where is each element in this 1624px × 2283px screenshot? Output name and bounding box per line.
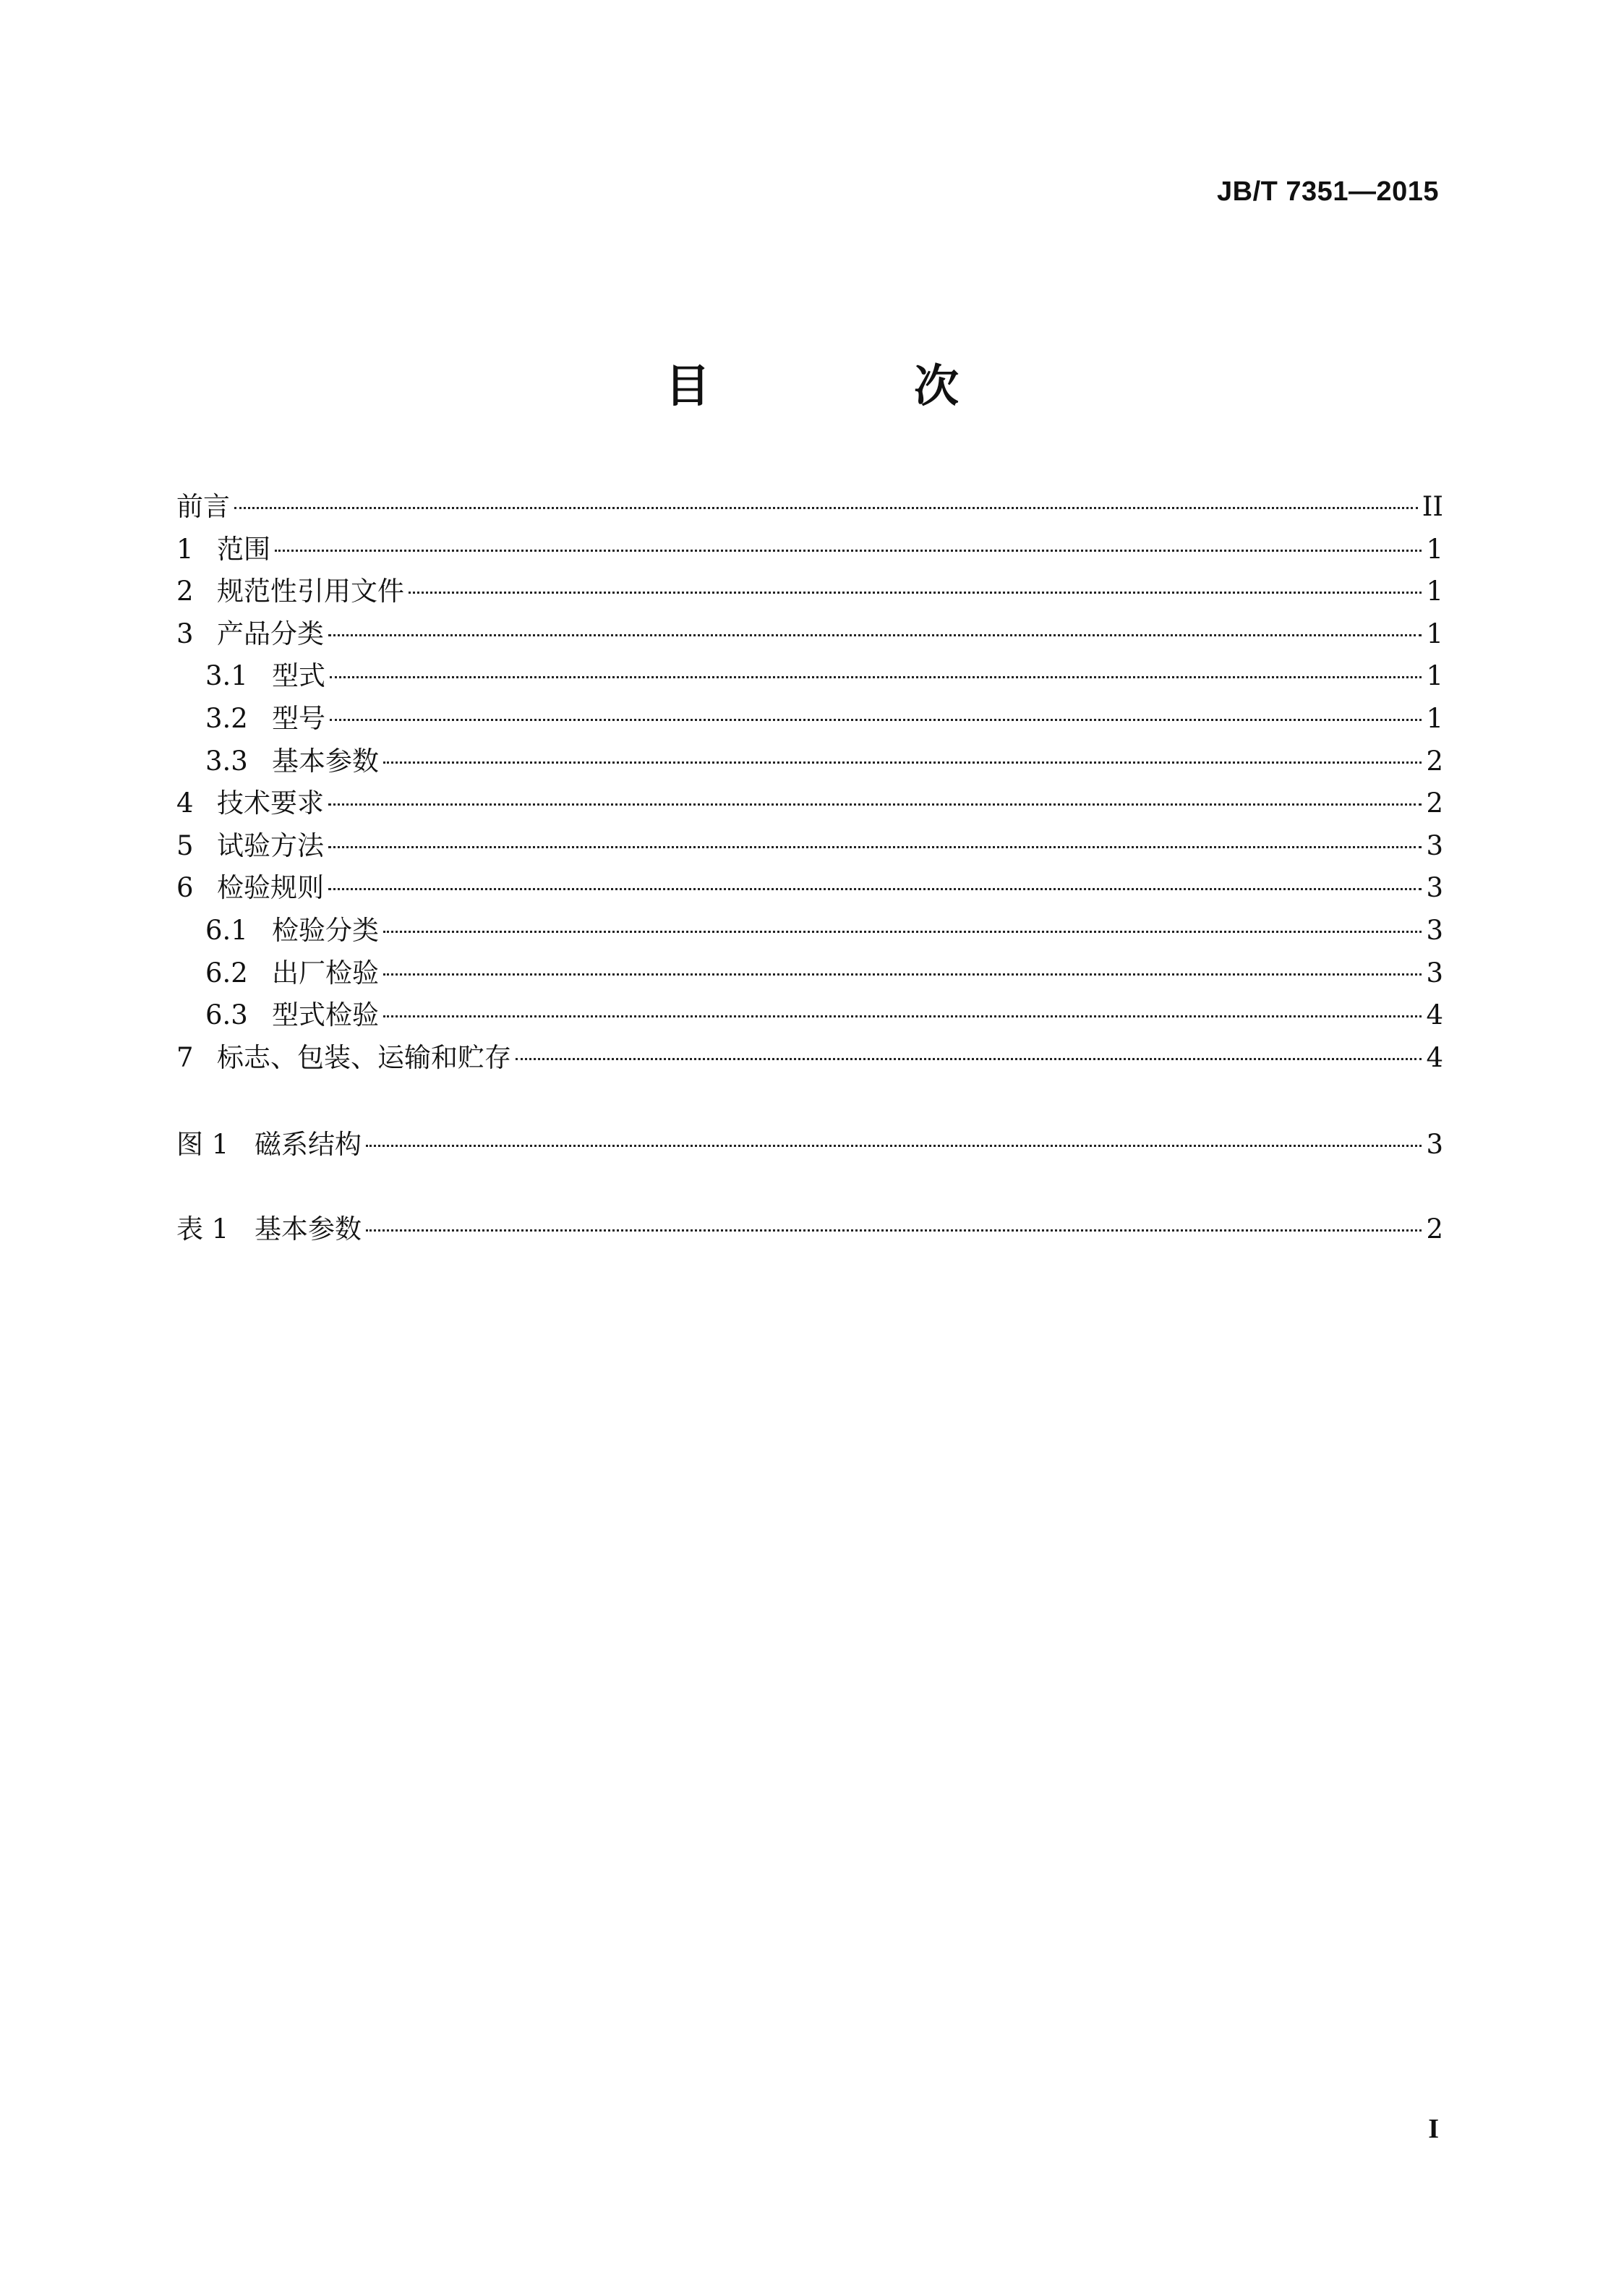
figure-entry-1[interactable]: [176, 1124, 1443, 1166]
toc-page: 2: [1426, 745, 1443, 777]
toc-page: 4: [1426, 1041, 1443, 1073]
toc-entry-6-3[interactable]: [176, 994, 1443, 1037]
toc-page: 1: [1426, 576, 1443, 607]
toc-number: 6.1: [205, 914, 248, 946]
toc-number: 6: [176, 872, 194, 904]
toc-entry-3[interactable]: [176, 613, 1443, 656]
toc-entry-6[interactable]: [176, 867, 1443, 910]
toc-entry-foreword[interactable]: [176, 486, 1443, 529]
toc-title: 目 次: [664, 359, 1038, 412]
toc-number: 6.2: [205, 957, 248, 989]
toc-label: 标志、包装、运输和贮存: [217, 1041, 511, 1073]
toc-entry-3-1[interactable]: [176, 655, 1443, 698]
leader-dots: [275, 550, 1422, 552]
toc-number: 7: [176, 1041, 194, 1073]
toc-entry-3-2[interactable]: [176, 698, 1443, 741]
toc-page: 1: [1426, 533, 1443, 565]
toc-entry-3-3[interactable]: [176, 741, 1443, 783]
toc-label: 基本参数: [272, 745, 379, 777]
toc-label: 前言: [176, 491, 230, 522]
leader-dots: [328, 803, 1422, 806]
toc-label: 出厂检验: [272, 957, 379, 989]
leader-dots: [383, 1015, 1422, 1017]
toc-label: 检验分类: [272, 914, 379, 946]
toc-label: 检验规则: [217, 872, 324, 904]
toc-number: 4: [176, 788, 194, 819]
toc-page: II: [1422, 491, 1443, 522]
toc-entry-2[interactable]: [176, 571, 1443, 613]
table-label: 基本参数: [255, 1213, 362, 1245]
toc-label: 范围: [217, 533, 270, 565]
toc-number: 3: [176, 618, 194, 649]
toc-page: 3: [1426, 872, 1443, 904]
toc-number: 6.3: [205, 999, 248, 1031]
leader-dots: [383, 973, 1422, 976]
toc-page: 4: [1426, 999, 1443, 1031]
standard-code: JB/T 7351—2015: [1217, 176, 1439, 207]
toc-entry-1[interactable]: [176, 529, 1443, 571]
figure-number: 图 1: [176, 1129, 229, 1161]
toc-label: 试验方法: [217, 829, 324, 861]
leader-dots: [330, 719, 1422, 721]
toc-page: 3: [1426, 829, 1443, 861]
leader-dots: [409, 592, 1422, 594]
table-page: 2: [1426, 1213, 1443, 1245]
toc-entry-5[interactable]: [176, 825, 1443, 868]
toc-number: 1: [176, 533, 194, 565]
toc-entry-7[interactable]: [176, 1037, 1443, 1080]
toc-page: 3: [1426, 957, 1443, 989]
toc-number: 5: [176, 829, 194, 861]
table-number: 表 1: [176, 1213, 229, 1245]
toc-page: 3: [1426, 914, 1443, 946]
leader-dots: [234, 507, 1418, 509]
leader-dots: [330, 676, 1422, 678]
toc-label: 型式: [272, 660, 325, 692]
toc-label: 规范性引用文件: [217, 576, 404, 607]
toc-page: 1: [1426, 618, 1443, 649]
table-entry-1[interactable]: [176, 1208, 1443, 1251]
leader-dots: [366, 1229, 1422, 1232]
table-of-contents: [176, 486, 1443, 1251]
figure-label: 磁系结构: [255, 1129, 362, 1161]
toc-page: 2: [1426, 788, 1443, 819]
toc-entry-6-2[interactable]: [176, 952, 1443, 995]
leader-dots: [516, 1058, 1422, 1060]
page-number: I: [1428, 2114, 1439, 2144]
figure-page: 3: [1426, 1129, 1443, 1161]
toc-label: 型号: [272, 702, 325, 734]
toc-number: 2: [176, 576, 194, 607]
toc-label: 型式检验: [272, 999, 379, 1031]
toc-number: 3.3: [205, 745, 248, 777]
leader-dots: [328, 634, 1422, 636]
toc-page: 1: [1426, 702, 1443, 734]
toc-entry-6-1[interactable]: [176, 910, 1443, 952]
leader-dots: [328, 888, 1422, 890]
toc-entry-4[interactable]: [176, 782, 1443, 825]
leader-dots: [328, 846, 1422, 848]
toc-page: 1: [1426, 660, 1443, 692]
leader-dots: [383, 761, 1422, 764]
toc-number: 3.2: [205, 702, 248, 734]
toc-number: 3.1: [205, 660, 248, 692]
toc-label: 产品分类: [217, 618, 324, 649]
leader-dots: [366, 1145, 1422, 1147]
leader-dots: [383, 931, 1422, 933]
toc-label: 技术要求: [217, 788, 324, 819]
